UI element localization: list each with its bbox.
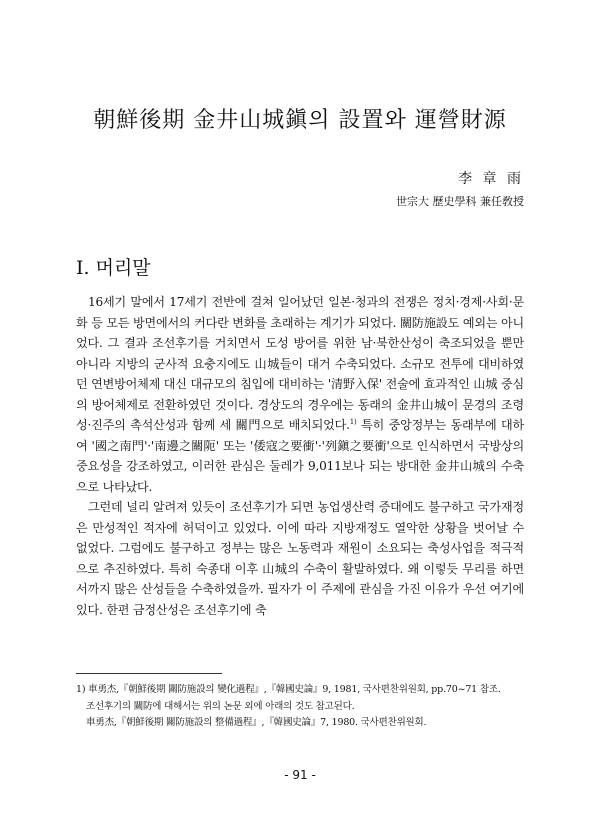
author-affiliation: 世宗大 歷史學科 兼任敎授 xyxy=(396,195,524,208)
footnote-1-line-2: 조선후기의 關防에 대해서는 위의 논문 외에 아래의 것도 참고된다. xyxy=(86,700,355,712)
body-text xyxy=(76,292,524,620)
footnote-1: 1) 車勇杰,『朝鮮後期 關防施設의 變化過程』,『韓國史論』9, 1981, 국사편찬위원회, pp.70~71 참조. xyxy=(76,684,501,695)
paper-title: 朝鮮後期 金井山城鎭의 設置와 運營財源 xyxy=(93,108,507,133)
paragraph-1-text: 16세기 말에서 17세기 전반에 걸쳐 일어났던 일본·청과의 전쟁은 정치·경제·사회·문화 등 모든 방면에서의 커다란 변화를 초래하는 계기가 되었다. 關防施設도 예외는 아니었다. 그 결과 조선후기를 거치면서 도성 방어를 위한 남·북한산성이 축조되었을 뿐만 아니라 지방의 군사적 요충지에도 山城들이 대거 수축되었다. 소규모 전투에 대비하였던 연변방어체제 대신 대규모의 침입에 대비하는 '清野入保' 전술에 효과적인 山城 중심의 방어체제로 전환하였던 것이다. 경상도의 경우에는 동래의 金井山城이 문경의 조령성·진주의 촉석산성과 함께 세 關門으로 배치되었다. xyxy=(76,295,524,432)
author-name: 李 章 雨 xyxy=(458,171,524,187)
footnotes xyxy=(76,682,536,732)
footnote-ref-1: 1) xyxy=(349,417,357,426)
paragraph-2: 그런데 널리 알려져 있듯이 조선후기가 되면 농업생산력 증대에도 불구하고 국가재정은 만성적인 적자에 허덕이고 있었다. 이에 따라 지방재정도 열악한 상황을 벗어날 수 없었다. 그럼에도 불구하고 정부는 많은 노동력과 재원이 소요되는 축성사업을 적극적으로 추진하였다. 특히 숙종대 이후 山城의 수축이 활발하였다. 왜 이렇듯 무리를 하면서까지 많은 산성들을 수축하였을까. 필자가 이 주제에 관심을 가진 이유가 우선 여기에 있다. 한편 금정산성은 조선후기에 축 xyxy=(76,500,524,617)
footnote-divider xyxy=(76,673,222,674)
paragraph-1-text-cont: 특히 중앙정부는 동래부에 대하여 '國之南門'·'南邊之關阨' 또는 '倭寇之要衝'·'列鎭之要衝'으로 인식하면서 국방상의 중요성을 강조하였고, 이러한 관심은 둘레가 9,011보나 되는 방대한 金井山城의 수축으로 나타났다. xyxy=(76,418,525,494)
paragraph-1 xyxy=(76,292,524,497)
footnote-1-line-3: 車勇杰,『朝鮮後期 關防施設의 整備過程』,『韓國史論』7, 1980. 국사편찬위원회. xyxy=(86,717,427,728)
page-number: - 91 - xyxy=(284,768,316,782)
section-heading: Ⅰ. 머리말 xyxy=(76,257,151,279)
